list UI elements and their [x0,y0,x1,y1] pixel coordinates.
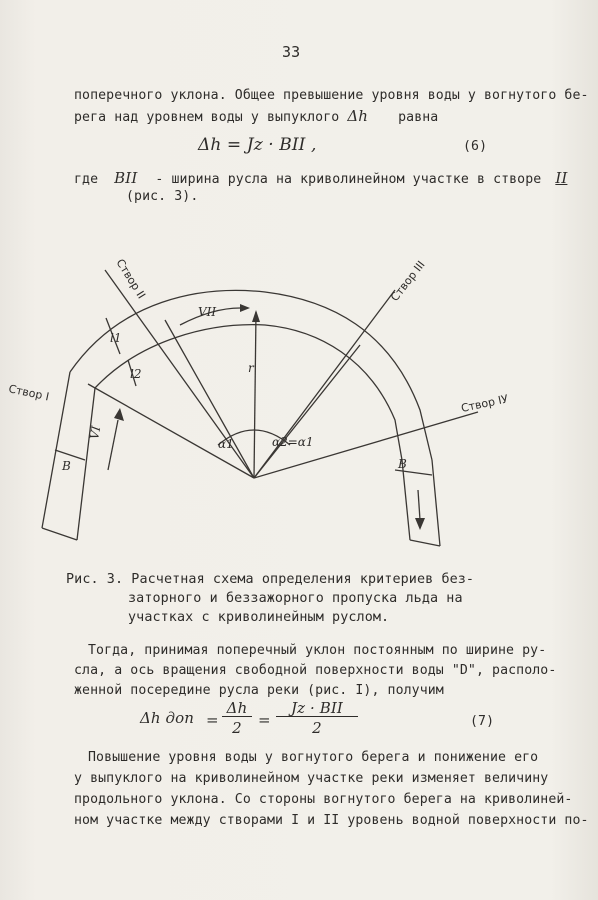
para3-line2: у выпуклого на криволинейном участке реки изменяет величину [74,771,549,786]
equation-7-frac1-den: 2 [232,719,242,737]
arrow-head-right [415,518,425,530]
para3-line3: продольного уклона. Со стороны вогнутого берега на криволиней- [74,792,573,807]
caption-line1: Рис. 3. Расчетная схема определения критериев без- [66,572,475,587]
equation-6-number: (6) [463,139,488,154]
radius-vertical [254,312,256,478]
para3-line1: Повышение уровня воды у вогнутого берега и понижение его [88,750,539,765]
page-number: 33 [282,43,301,61]
left-channel [42,372,95,540]
equation-7-frac1-num: Δh [222,700,252,717]
v-II-label: VII [198,305,217,319]
flow-arrow-left [108,420,118,470]
where-text: - ширина русла на криволинейном участке в створе [155,172,542,187]
delta-h-symbol: Δh [347,107,369,125]
alpha1-label: α1 [218,437,234,451]
l2-label: l2 [130,367,142,381]
alpha2-label: α2=α1 [272,435,314,449]
inner-bank [95,325,402,460]
flow-arrow-right [418,490,420,520]
para1-line2-text: рега над уровнем воды у выпуклого [74,110,340,125]
radius-right [254,345,360,478]
caption-line2: заторного и беззажорного пропуска льда на [128,591,463,606]
para2-line3: женной посередине русла реки (рис. I), получим [74,683,444,698]
equation-7-eq2: = [258,711,271,729]
stvor-4-label: Створ IУ [459,392,510,415]
equation-7-lhs: Δh доп [140,709,195,727]
equation-7-frac2-num: Jz · BII [276,700,358,717]
arrow-head-left [114,408,124,421]
outer-bank [70,290,432,460]
equation-7-eq1: = [206,711,219,729]
arrow-head-radius [252,310,260,322]
caption-line3: участках с криволинейным руслом. [128,610,390,625]
where-prefix: где [74,172,99,187]
equation-7-frac2-den: 2 [312,719,322,737]
para2-line1: Тогда, принимая поперечный уклон постоянным по ширине ру- [88,643,547,658]
para3-line4: ном участке между створами I и II уровень водной поверхности по- [74,813,589,828]
v-I-label: VI [87,424,104,441]
equation-6: Δh = Jz · BII , [198,135,317,155]
stvor-2-label: Створ II [113,256,148,302]
l1-label: l1 [110,331,122,345]
r-label: r [248,361,254,375]
stvor-1-label: Створ I [7,382,51,404]
radius-left-2 [165,320,254,478]
where-line2: (рис. 3). [126,189,199,204]
para1-line1: поперечного уклона. Общее превышение уровня воды у вогнутого бе- [74,88,589,103]
para1-line2-end: равна [398,110,439,125]
stvor-1-line [88,384,254,478]
b-right-label: B [398,457,407,471]
equation-7-number: (7) [470,714,495,729]
para2-line2: сла, а ось вращения свободной поверхности воды "D", располо- [74,663,557,678]
stvor-3-label: Створ III [388,258,428,304]
b-left-label: B [62,459,71,473]
b-II-symbol: BII [114,169,138,187]
where-ref: II [555,169,568,187]
arrow-head-top [240,304,250,312]
